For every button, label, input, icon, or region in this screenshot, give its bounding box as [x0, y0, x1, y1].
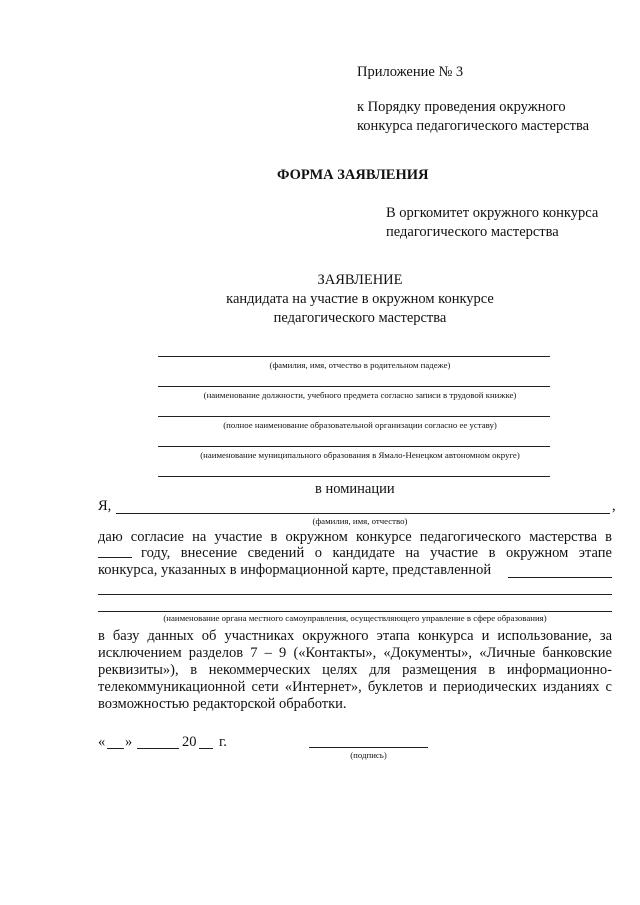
- applicant-fio-caption: (фамилия, имя, отчество): [312, 516, 408, 526]
- consent-para-line1: в базу данных об участниках окружного этапа конкурса и использование, за: [98, 628, 612, 644]
- nomination-label: в номинации: [315, 481, 395, 497]
- applicant-fio-field-line[interactable]: [116, 513, 610, 514]
- presenting-body-field-line2[interactable]: [98, 594, 612, 595]
- consent-para-line3: реквизиты»), в некоммерческих целях для размещения в информационно-: [98, 662, 612, 678]
- fio-genitive-field-line[interactable]: [158, 356, 550, 357]
- application-subtitle-line1: кандидата на участие в окружном конкурсе: [226, 291, 494, 307]
- position-caption: (наименование должности, учебного предмета согласно записи в трудовой книжке): [203, 390, 517, 400]
- presenting-body-field-line1[interactable]: [508, 577, 612, 578]
- municipality-field-line[interactable]: [158, 446, 550, 447]
- ya-label: Я,: [98, 498, 112, 514]
- year-field-line[interactable]: [98, 557, 132, 558]
- date-month-field-line[interactable]: [137, 748, 179, 749]
- date-year-field-line[interactable]: [199, 748, 213, 749]
- addressee-line1: В оргкомитет окружного конкурса: [386, 205, 599, 221]
- position-field-line[interactable]: [158, 386, 550, 387]
- presenting-body-caption: (наименование органа местного самоуправления, осуществляющего управление в сфере образования): [163, 613, 547, 623]
- ya-comma: ,: [612, 498, 616, 514]
- consent-para-line2: исключением разделов 7 – 9 («Контакты», «Документы», «Личные банковские: [98, 645, 612, 661]
- signature-caption: (подпись): [350, 750, 387, 760]
- date-year-suffix: г.: [219, 734, 227, 750]
- date-open-quote: «: [98, 734, 106, 750]
- consent-para-line4: телекоммуникационной сети «Интернет», буклетов и периодических изданиях с: [98, 679, 612, 695]
- consent-para-last: возможностью редакторской обработки.: [98, 696, 347, 712]
- consent-line2: году, внесение сведений о кандидате на участие в окружном этапе: [141, 545, 612, 561]
- date-close-quote: »: [125, 734, 133, 750]
- municipality-caption: (наименование муниципального образования в Ямало-Ненецком автономном округе): [200, 450, 520, 460]
- date-day-field-line[interactable]: [107, 748, 124, 749]
- consent-line1: даю согласие на участие в окружном конкурсе педагогического мастерства в: [98, 529, 612, 545]
- form-title: ФОРМА ЗАЯВЛЕНИЯ: [277, 167, 429, 183]
- application-title: ЗАЯВЛЕНИЕ: [317, 272, 403, 288]
- signature-field-line[interactable]: [309, 747, 428, 748]
- presenting-body-field-line3[interactable]: [98, 611, 612, 612]
- addressee-line2: педагогического мастерства: [386, 224, 559, 240]
- organization-field-line[interactable]: [158, 416, 550, 417]
- order-reference-line1: к Порядку проведения окружного: [357, 99, 566, 115]
- date-year-prefix: 20: [182, 734, 197, 750]
- extra-field-line[interactable]: [158, 476, 550, 477]
- consent-line3: конкурса, указанных в информационной карте, представленной: [98, 562, 492, 578]
- application-subtitle-line2: педагогического мастерства: [273, 310, 447, 326]
- order-reference-line2: конкурса педагогического мастерства: [357, 118, 590, 134]
- organization-caption: (полное наименование образовательной организации согласно ее уставу): [223, 420, 497, 430]
- fio-genitive-caption: (фамилия, имя, отчество в родительном падеже): [269, 360, 451, 370]
- appendix-number: Приложение № 3: [357, 64, 464, 80]
